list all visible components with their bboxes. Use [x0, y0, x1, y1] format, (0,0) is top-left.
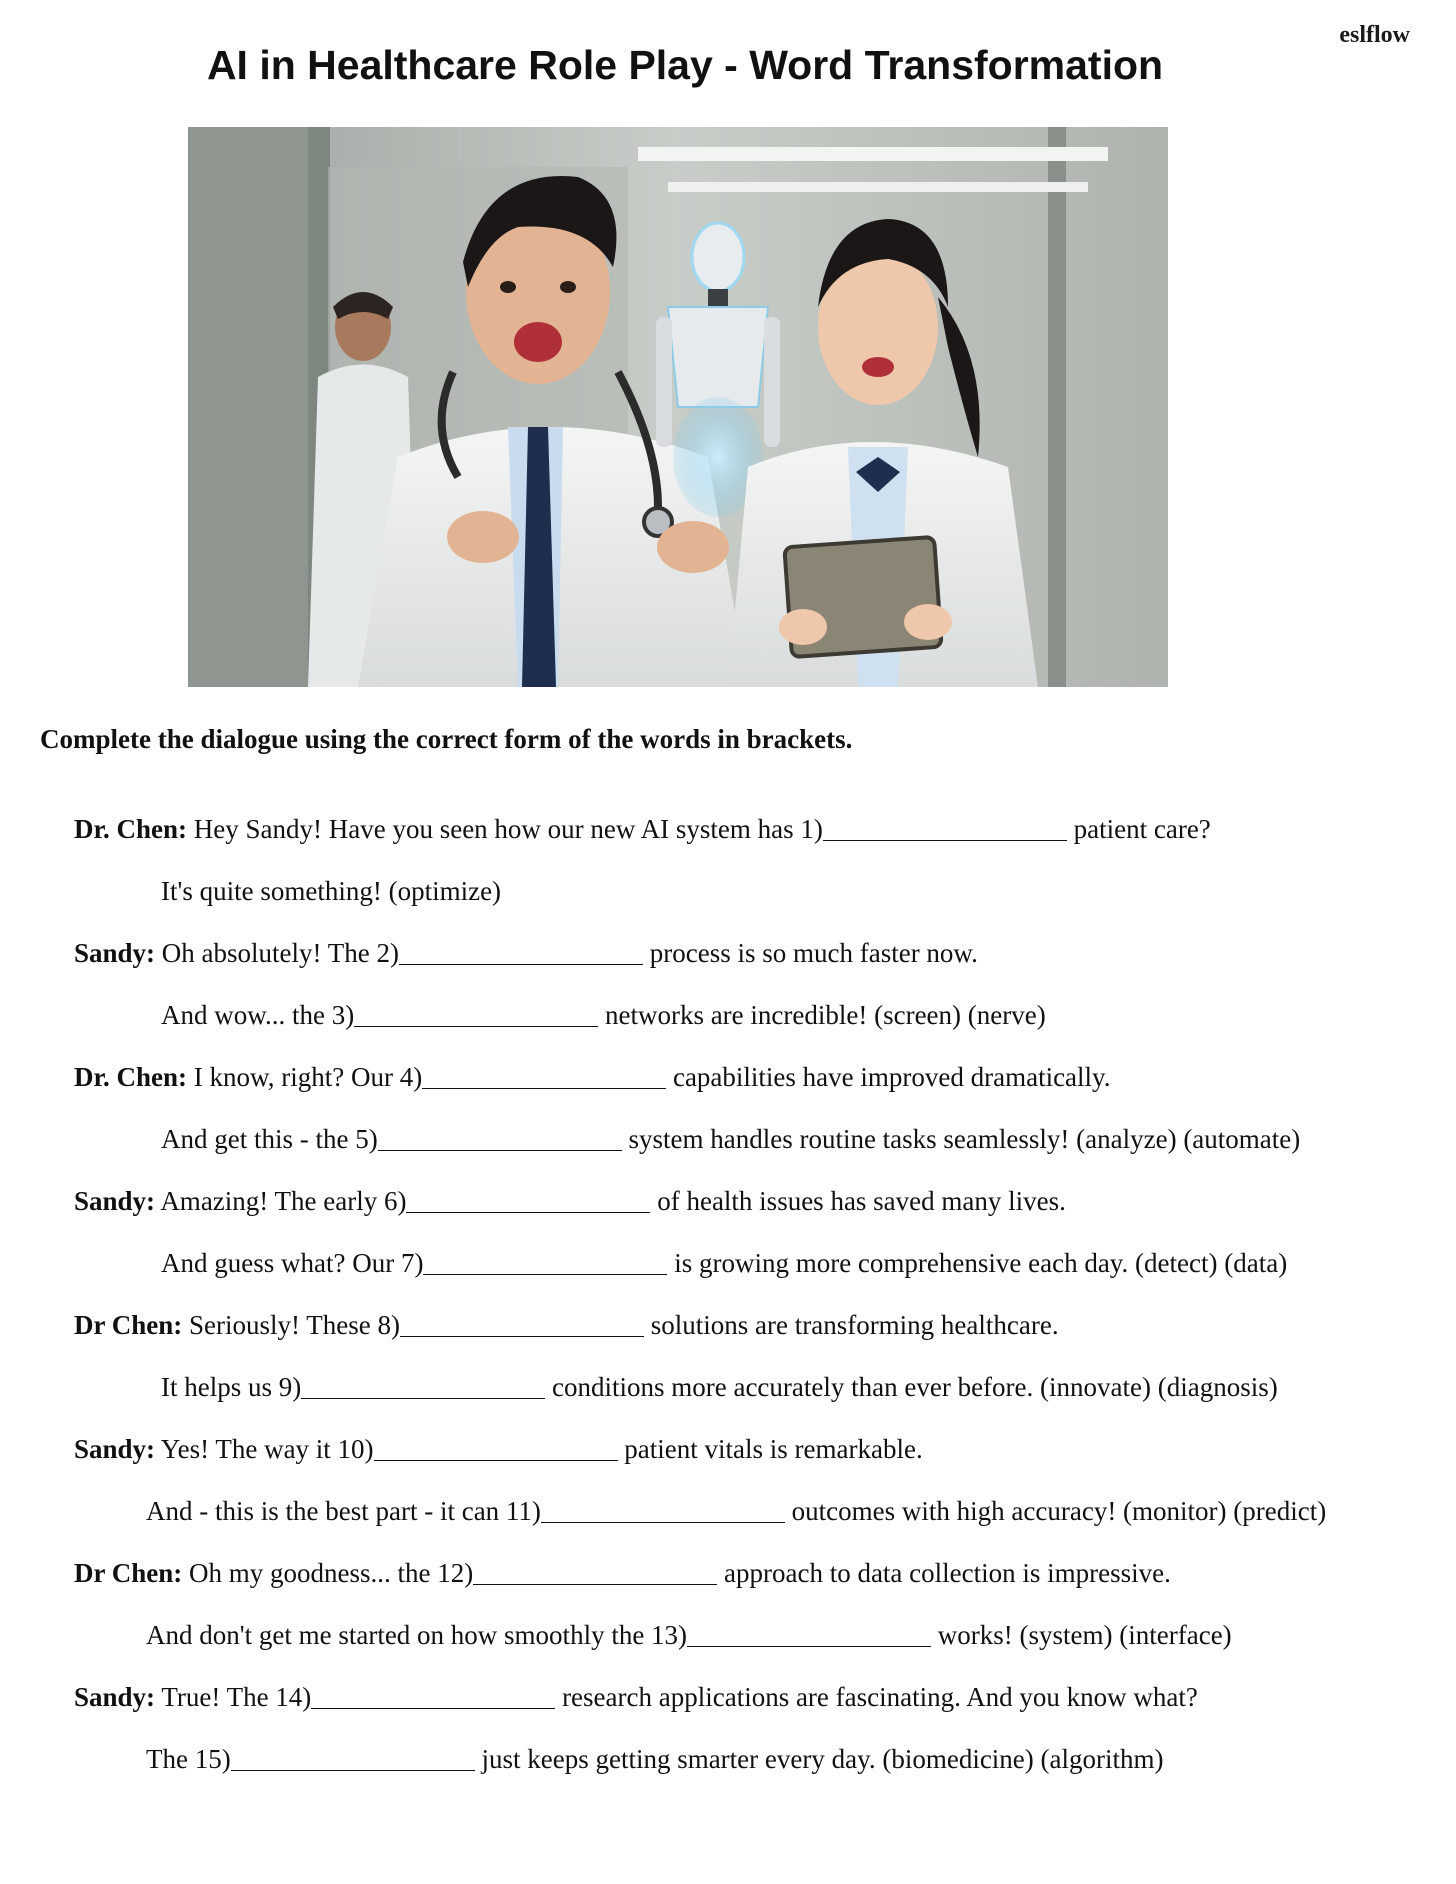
line-text: I know, right? Our 4) — [193, 1062, 423, 1092]
answer-blank-13[interactable] — [687, 1620, 931, 1647]
answer-blank-8[interactable] — [400, 1310, 644, 1337]
line-text: process is so much faster now. — [643, 938, 978, 968]
line-text: And don't get me started on how smoothly the 13) — [146, 1620, 688, 1650]
brand-logo: eslflow — [1339, 22, 1410, 48]
line-text: Oh my goodness... the 12) — [189, 1558, 474, 1588]
answer-blank-6[interactable] — [406, 1186, 650, 1213]
answer-blank-12[interactable] — [473, 1558, 717, 1585]
answer-blank-9[interactable] — [301, 1372, 545, 1399]
answer-blank-15[interactable] — [231, 1744, 475, 1771]
line-text: Hey Sandy! Have you seen how our new AI system has 1) — [193, 814, 823, 844]
dialogue-line — [74, 1184, 1066, 1218]
speaker-name: Dr. Chen: — [74, 1062, 188, 1092]
dialogue-line — [146, 1618, 1232, 1652]
dialogue-line — [146, 1742, 1164, 1776]
line-text: And - this is the best part - it can 11) — [146, 1496, 541, 1526]
dialogue-line — [146, 1494, 1326, 1528]
line-text: And get this - the 5) — [161, 1124, 378, 1154]
line-text: It's quite something! (optimize) — [161, 876, 502, 906]
line-text: True! The 14) — [161, 1682, 312, 1712]
dialogue-line — [161, 1246, 1287, 1280]
speaker-name: Sandy: — [74, 1186, 156, 1216]
line-text: And wow... the 3) — [161, 1000, 355, 1030]
line-text: Oh absolutely! The 2) — [161, 938, 399, 968]
line-text: patient care? — [1066, 814, 1211, 844]
line-text: And guess what? Our 7) — [161, 1248, 424, 1278]
dialogue-line — [74, 936, 978, 970]
answer-blank-7[interactable] — [423, 1248, 667, 1275]
line-text: solutions are transforming healthcare. — [643, 1310, 1059, 1340]
line-text: outcomes with high accuracy! (monitor) (predict) — [784, 1496, 1327, 1526]
dialogue-line — [74, 1060, 1111, 1094]
line-text: patient vitals is remarkable. — [617, 1434, 923, 1464]
line-text: Yes! The way it 10) — [160, 1434, 374, 1464]
speaker-name: Dr Chen: — [74, 1558, 183, 1588]
speaker-name: Dr. Chen: — [74, 814, 188, 844]
dialogue-line — [74, 812, 1211, 846]
dialogue-line — [161, 1122, 1300, 1156]
dialogue-line — [74, 1432, 923, 1466]
page-title: AI in Healthcare Role Play - Word Transformation — [206, 42, 1164, 88]
line-text: just keeps getting smarter every day. (biomedicine) (algorithm) — [474, 1744, 1164, 1774]
answer-blank-11[interactable] — [541, 1496, 785, 1523]
answer-blank-10[interactable] — [374, 1434, 618, 1461]
answer-blank-1[interactable] — [823, 814, 1067, 841]
instruction-text: Complete the dialogue using the correct form of the words in brackets. — [40, 724, 853, 754]
line-text: networks are incredible! (screen) (nerve) — [598, 1000, 1046, 1030]
dialogue-line — [161, 874, 501, 908]
line-text: system handles routine tasks seamlessly! (analyze) (automate) — [621, 1124, 1301, 1154]
speaker-name: Dr Chen: — [74, 1310, 183, 1340]
dialogue-line — [74, 1680, 1198, 1714]
dialogue-line — [161, 1370, 1278, 1404]
speaker-name: Sandy: — [74, 1682, 156, 1712]
speaker-name: Sandy: — [74, 938, 156, 968]
line-text: Amazing! The early 6) — [160, 1186, 407, 1216]
line-text: of health issues has saved many lives. — [650, 1186, 1066, 1216]
line-text: It helps us 9) — [161, 1372, 302, 1402]
answer-blank-14[interactable] — [311, 1682, 555, 1709]
answer-blank-2[interactable] — [399, 938, 643, 965]
line-text: conditions more accurately than ever before. (innovate) (diagnosis) — [545, 1372, 1278, 1402]
line-text: works! (system) (interface) — [931, 1620, 1232, 1650]
answer-blank-3[interactable] — [354, 1000, 598, 1027]
line-text: Seriously! These 8) — [189, 1310, 400, 1340]
illustration-doctors-and-robot — [188, 127, 1168, 687]
line-text: capabilities have improved dramatically. — [666, 1062, 1111, 1092]
speaker-name: Sandy: — [74, 1434, 156, 1464]
line-text: approach to data collection is impressive. — [717, 1558, 1171, 1588]
line-text: The 15) — [146, 1744, 231, 1774]
line-text: is growing more comprehensive each day. (detect) (data) — [667, 1248, 1288, 1278]
dialogue-line — [74, 1308, 1059, 1342]
answer-blank-5[interactable] — [378, 1124, 622, 1151]
answer-blank-4[interactable] — [422, 1062, 666, 1089]
dialogue-line — [161, 998, 1046, 1032]
line-text: research applications are fascinating. And you know what? — [555, 1682, 1198, 1712]
dialogue-line — [74, 1556, 1171, 1590]
